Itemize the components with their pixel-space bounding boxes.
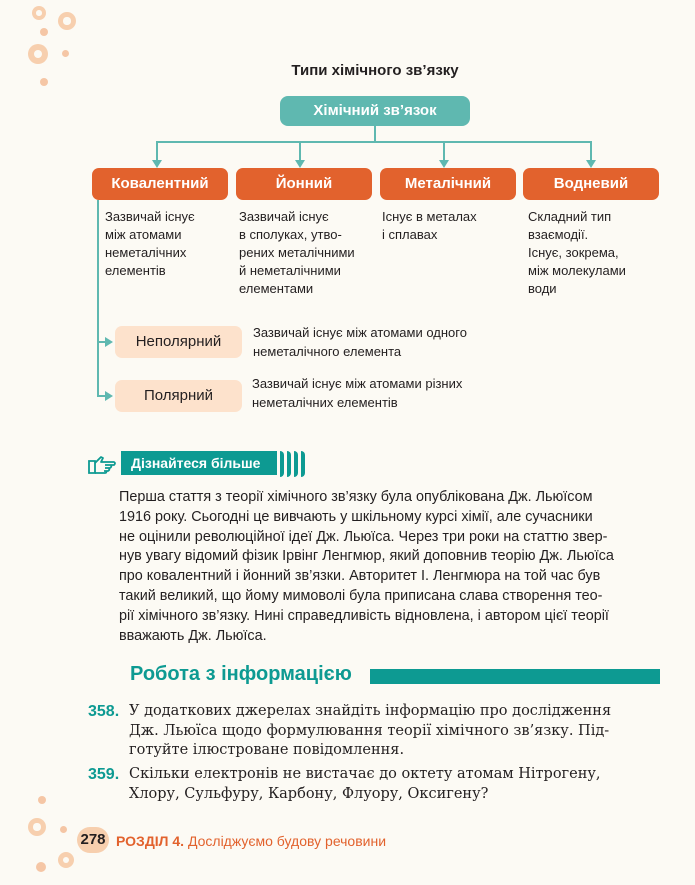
footer-topic: Досліджуємо будову речовини <box>187 833 387 849</box>
desc-line: неметалічного елемента <box>253 344 402 359</box>
task-line: готуйте ілюстроване повідомлення. <box>129 742 405 758</box>
connector <box>443 141 445 160</box>
diagram-title: Типи хімічного зв’язку <box>291 62 459 79</box>
banner-stripe <box>294 451 298 477</box>
type-hydrogen-desc <box>528 208 626 298</box>
desc-line: води <box>528 281 557 296</box>
desc-line: і сплавах <box>382 227 438 242</box>
desc-line: Існує, зокрема, <box>528 245 619 260</box>
decor-dot <box>32 6 46 20</box>
desc-line: неметалічних <box>105 245 187 260</box>
page-number: 278 <box>77 827 109 853</box>
task-text <box>129 702 663 761</box>
text-line: не оцінили революційної ідеї Дж. Льюїса. Через три роки на статтю звер- <box>119 528 608 545</box>
section-title: Робота з інформацією <box>130 663 352 685</box>
type-hydrogen: Водневий <box>523 168 659 200</box>
type-ionic-desc <box>239 208 355 298</box>
decor-dot <box>36 862 46 872</box>
connector <box>156 141 592 143</box>
task-line: У додаткових джерелах знайдіть інформацію про дослідження <box>129 703 612 719</box>
learn-more-text <box>119 488 652 646</box>
text-line: вважають Дж. Льюїса. <box>119 627 267 644</box>
desc-line: рених металічними <box>239 245 355 260</box>
subtype-nonpolar: Неполярний <box>115 326 242 358</box>
desc-line: між молекулами <box>528 263 626 278</box>
type-covalent: Ковалентний <box>92 168 228 200</box>
desc-line: в сполуках, утво- <box>239 227 342 242</box>
learn-more-label: Дізнайтеся більше <box>121 451 277 475</box>
desc-line: елементами <box>239 281 314 296</box>
arrow-down-icon <box>586 160 596 168</box>
desc-line: Зазвичай існує <box>105 209 195 224</box>
connector <box>299 141 301 160</box>
desc-line: Зазвичай існує між атомами різних <box>252 376 463 391</box>
desc-line: й неметалічними <box>239 263 341 278</box>
arrow-right-icon <box>105 337 113 347</box>
task-number: 359. <box>88 766 120 783</box>
decor-dot <box>40 28 48 36</box>
banner-stripe <box>287 451 291 477</box>
text-line: нув увагу відомий фізик Ірвінг Ленгмюр, який доповнив теорію Дж. Льюїса <box>119 548 614 565</box>
text-line: такий великий, що йому мимоволі була приписана слава створення тео- <box>119 587 603 604</box>
banner-stripe <box>301 451 305 477</box>
type-ionic: Йонний <box>236 168 372 200</box>
arrow-right-icon <box>105 391 113 401</box>
desc-line: елементів <box>105 263 166 278</box>
subtype-nonpolar-desc <box>253 323 467 361</box>
decor-dot <box>40 78 48 86</box>
desc-line: Зазвичай існує між атомами одного <box>253 325 467 340</box>
pointing-hand-icon <box>87 453 117 475</box>
desc-line: взаємодії. <box>528 227 589 242</box>
type-metallic: Металічний <box>380 168 516 200</box>
arrow-down-icon <box>439 160 449 168</box>
banner-stripe <box>280 451 284 477</box>
connector <box>156 141 158 160</box>
type-covalent-desc <box>105 208 195 280</box>
desc-line: Зазвичай існує <box>239 209 329 224</box>
decor-dot <box>28 818 46 836</box>
decor-dot <box>58 852 74 868</box>
text-line: рії хімічного зв’язку. Нині справедливість відновлена, і автором цієї теорії <box>119 607 609 624</box>
text-line: Перша стаття з теорії хімічного зв’язку була опублікована Дж. Льюїсом <box>119 489 593 505</box>
task-line: Хлору, Сульфуру, Карбону, Флуору, Оксигену? <box>129 785 489 802</box>
desc-line: Існує в металах <box>382 209 477 224</box>
root-node: Хімічний зв’язок <box>280 96 470 126</box>
task-359 <box>88 765 663 804</box>
task-text <box>129 765 663 804</box>
footer-section: РОЗДІЛ 4. <box>116 833 185 849</box>
arrow-down-icon <box>152 160 162 168</box>
task-number: 358. <box>88 703 120 720</box>
connector <box>590 141 592 160</box>
decor-dot <box>58 12 76 30</box>
type-metallic-desc <box>382 208 477 244</box>
subtype-polar: Полярний <box>115 380 242 412</box>
desc-line: Складний тип <box>528 209 612 224</box>
decor-dot <box>60 826 67 833</box>
decor-dot <box>38 796 46 804</box>
subtype-polar-desc <box>252 374 462 412</box>
section-bar <box>370 669 660 684</box>
connector <box>97 200 99 397</box>
task-line: Скільки електронів не вистачає до октету атомам Нітрогену, <box>129 766 601 782</box>
footer-running-head <box>116 833 386 849</box>
desc-line: неметалічних елементів <box>252 395 398 410</box>
arrow-down-icon <box>295 160 305 168</box>
desc-line: між атомами <box>105 227 182 242</box>
decor-dot <box>28 44 48 64</box>
task-line: Дж. Льюїса щодо формулювання теорії хімічного зв’язку. Під- <box>129 722 610 739</box>
connector <box>374 126 376 142</box>
task-358 <box>88 702 663 761</box>
text-line: 1916 року. Сьогодні це вивчають у шкільному курсі хімії, але сучасники <box>119 508 593 525</box>
text-line: про ковалентний і йонний зв’язки. Авторитет І. Ленгмюра на той час був <box>119 568 601 585</box>
decor-dot <box>62 50 69 57</box>
